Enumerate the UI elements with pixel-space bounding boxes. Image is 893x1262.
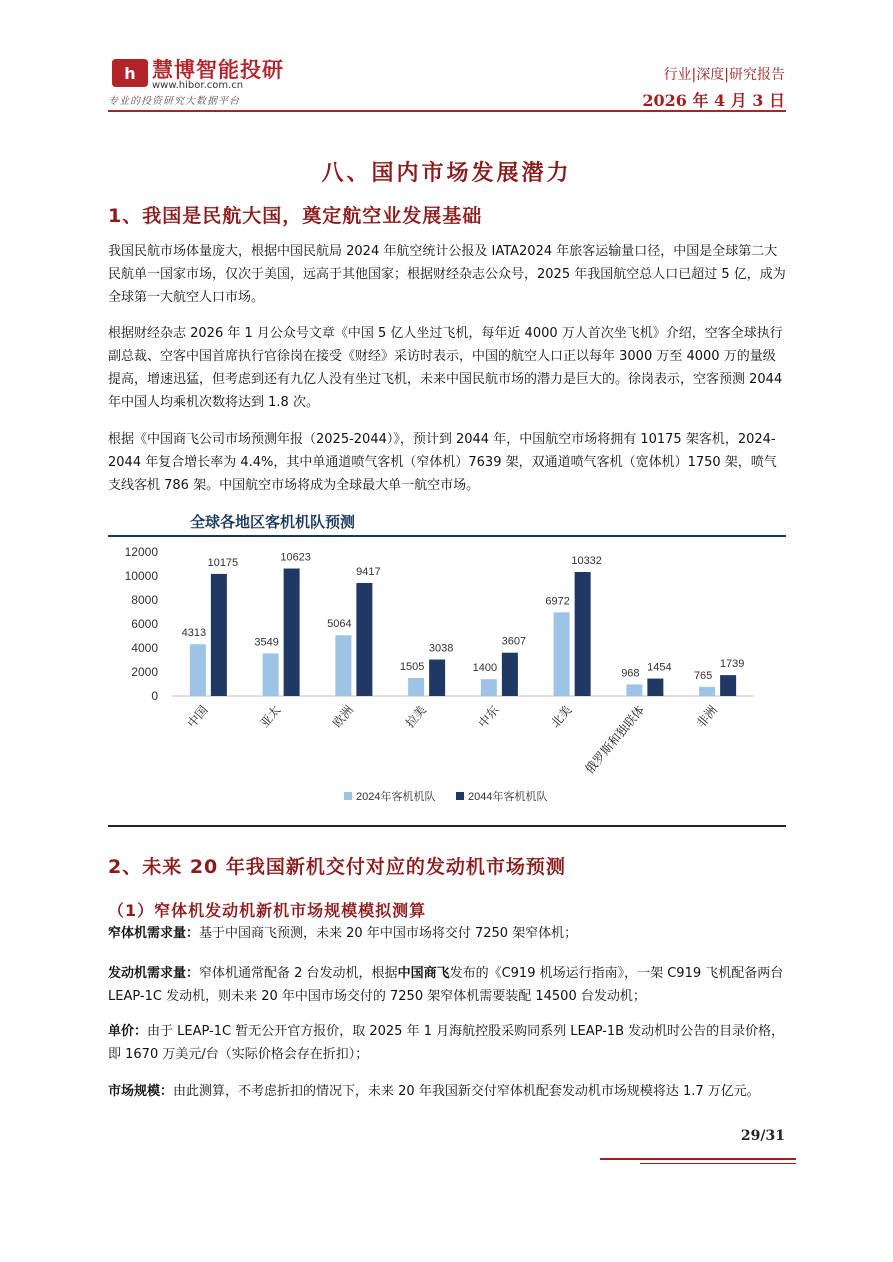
bar-2024 bbox=[699, 687, 715, 696]
doc-date: 2026 年 4 月 3 日 bbox=[642, 91, 785, 110]
paragraph-2: 根据财经杂志 2026 年 1 月公众号文章《中国 5 亿人坐过飞机，每年近 4000 万人首次坐飞机》介绍，空客全球执行副总裁、空客中国首席执行官徐岗在接受《财经》采访时表示，中国的航空人口正以每年 3000 万至 4000 万的量级提高，增速迅猛，但考虑到还有九亿人没有坐过飞机，未来中国民航市场的潜力是巨大的。徐岗表示，空客预测 2044 年中国人均乘机次数将达到 1.8 次。 bbox=[108, 326, 783, 410]
doc-type: 行业|深度|研究报告 bbox=[663, 67, 785, 83]
item-text: 基于中国商飞预测，未来 20 年中国市场将交付 7250 架窄体机； bbox=[199, 926, 578, 941]
subsection-2-1-title: （1）窄体机发动机新机市场规模模拟测算 bbox=[108, 901, 427, 920]
data-label: 3549 bbox=[254, 636, 279, 649]
item-text: 发布的《C919 机场运行指南》，一架 C919 飞机配备两台 LEAP-1C 发动机，则未来 20 年中国市场交付的 7250 架窄体机需要装配 14500 台发动机； bbox=[108, 966, 784, 1004]
bar-2024 bbox=[408, 678, 424, 696]
report-header bbox=[0, 0, 893, 118]
item-text: 由此测算，不考虑折扣的情况下，未来 20 年我国新交付窄体机配套发动机市场规模将达 1.7 万亿元。 bbox=[173, 1084, 760, 1099]
item-engine-demand bbox=[108, 962, 786, 1008]
x-tick-label: 中东 bbox=[475, 702, 502, 731]
item-label: 窄体机需求量： bbox=[108, 926, 200, 941]
bar-2044 bbox=[429, 660, 445, 696]
svg-text:h: h bbox=[124, 64, 136, 83]
legend-label: 2024年客机机队 bbox=[356, 791, 436, 803]
bar-2024 bbox=[554, 612, 570, 696]
x-tick-label: 非洲 bbox=[693, 702, 720, 731]
data-label: 1505 bbox=[399, 660, 425, 673]
legend-label: 2044年客机机队 bbox=[468, 791, 548, 803]
item-label: 发动机需求量： bbox=[108, 966, 200, 981]
item-text: 由于 LEAP-1C 暂无公开官方报价，取 2025 年 1 月海航控股采购同系列 LEAP-1B 发动机时公告的目录价格，即 1670 万美元/台（实际价格会存在折扣）； bbox=[108, 1024, 785, 1062]
data-label: 10623 bbox=[280, 551, 311, 564]
item-label: 单价： bbox=[108, 1024, 148, 1039]
item-text-bold: 中国商飞 bbox=[397, 966, 450, 981]
x-tick-label: 亚太 bbox=[257, 702, 284, 731]
legend-swatch bbox=[456, 792, 464, 800]
x-tick-label: 俄罗斯和独联体 bbox=[582, 702, 648, 777]
data-label: 5064 bbox=[327, 618, 352, 631]
item-narrowbody-demand bbox=[108, 922, 786, 945]
y-tick-label: 10000 bbox=[124, 569, 158, 583]
bar-2024 bbox=[335, 635, 351, 696]
x-tick-label: 北美 bbox=[548, 702, 575, 731]
data-label: 10332 bbox=[571, 555, 602, 568]
x-tick-label: 中国 bbox=[184, 702, 211, 731]
header-divider bbox=[108, 110, 786, 112]
subsection-2-title: 2、未来 20 年我国新机交付对应的发动机市场预测 bbox=[108, 856, 566, 878]
y-tick-label: 6000 bbox=[131, 617, 158, 631]
footer-divider bbox=[600, 1158, 796, 1160]
paragraph-1: 我国民航市场体量庞大，根据中国民航局 2024 年航空统计公报及 IATA2024 年旅客运输量口径，中国是全球第二大民航单一国家市场，仅次于美国，远高于其他国家；根据财经杂志公众号，2025 年我国航空总人口已超过 5 亿，成为全球第一大航空人口市场。 bbox=[108, 244, 786, 305]
bar-2044 bbox=[356, 583, 372, 696]
y-tick-label: 12000 bbox=[124, 545, 158, 559]
data-label: 1400 bbox=[472, 662, 498, 675]
x-tick-label: 欧洲 bbox=[330, 702, 357, 731]
data-label: 1454 bbox=[647, 661, 672, 674]
fleet-forecast-chart bbox=[108, 505, 786, 827]
item-unit-price bbox=[108, 1020, 786, 1066]
chart-bottom-divider bbox=[108, 825, 786, 827]
data-label: 1739 bbox=[719, 658, 745, 671]
page-number: 29/31 bbox=[740, 1128, 785, 1144]
data-label: 765 bbox=[693, 669, 713, 682]
bar-2024 bbox=[190, 644, 206, 696]
bar-2024 bbox=[263, 653, 279, 696]
chart-top-divider bbox=[108, 535, 786, 537]
data-label: 4313 bbox=[181, 627, 207, 640]
y-tick-label: 0 bbox=[151, 689, 158, 703]
bar-2044 bbox=[720, 675, 736, 696]
paragraph-3: 根据《中国商飞公司市场预测年报（2025-2044）》，预计到 2044 年，中国航空市场将拥有 10175 架客机，2024-2044 年复合增长率为 4.4%，其中单通道喷气客机（窄体机）7639 架，双通道喷气客机（宽体机）1750 架，喷气支线客机 786 架。中国航空市场将成为全球最大单一航空市场。 bbox=[108, 432, 777, 493]
item-text: 窄体机通常配备 2 台发动机，根据 bbox=[199, 966, 398, 981]
bar-2024 bbox=[626, 684, 642, 696]
item-market-size bbox=[108, 1080, 786, 1103]
hibor-logo-icon bbox=[110, 56, 150, 90]
data-label: 968 bbox=[621, 667, 640, 680]
logo-url: www.hibor.com.cn bbox=[152, 80, 244, 91]
y-tick-label: 2000 bbox=[131, 665, 158, 679]
footer-divider-thin bbox=[640, 1163, 796, 1164]
x-tick-label: 拉美 bbox=[402, 702, 429, 731]
logo-name: 慧博智能投研 bbox=[152, 58, 284, 82]
legend-swatch bbox=[344, 792, 352, 800]
y-tick-label: 4000 bbox=[131, 641, 158, 655]
bar-2044 bbox=[211, 574, 227, 696]
subsection-1-title: 1、我国是民航大国，奠定航空业发展基础 bbox=[108, 205, 483, 227]
y-tick-label: 8000 bbox=[131, 593, 158, 607]
chart-title: 全球各地区客机机队预测 bbox=[190, 513, 356, 531]
item-label: 市场规模： bbox=[108, 1084, 174, 1099]
data-label: 9417 bbox=[356, 565, 381, 578]
bar-2044 bbox=[575, 572, 591, 696]
bar-2044 bbox=[502, 653, 518, 696]
bar-2024 bbox=[481, 679, 497, 696]
data-label: 10175 bbox=[207, 556, 239, 569]
bar-2044 bbox=[647, 679, 663, 696]
data-label: 6972 bbox=[545, 595, 570, 608]
chart-canvas bbox=[108, 539, 786, 823]
bar-2044 bbox=[284, 569, 300, 696]
data-label: 3038 bbox=[428, 642, 454, 655]
data-label: 3607 bbox=[501, 635, 527, 648]
logo-slogan: 专业的投资研究大数据平台 bbox=[108, 96, 240, 107]
section-title: 八、国内市场发展潜力 bbox=[321, 161, 572, 186]
